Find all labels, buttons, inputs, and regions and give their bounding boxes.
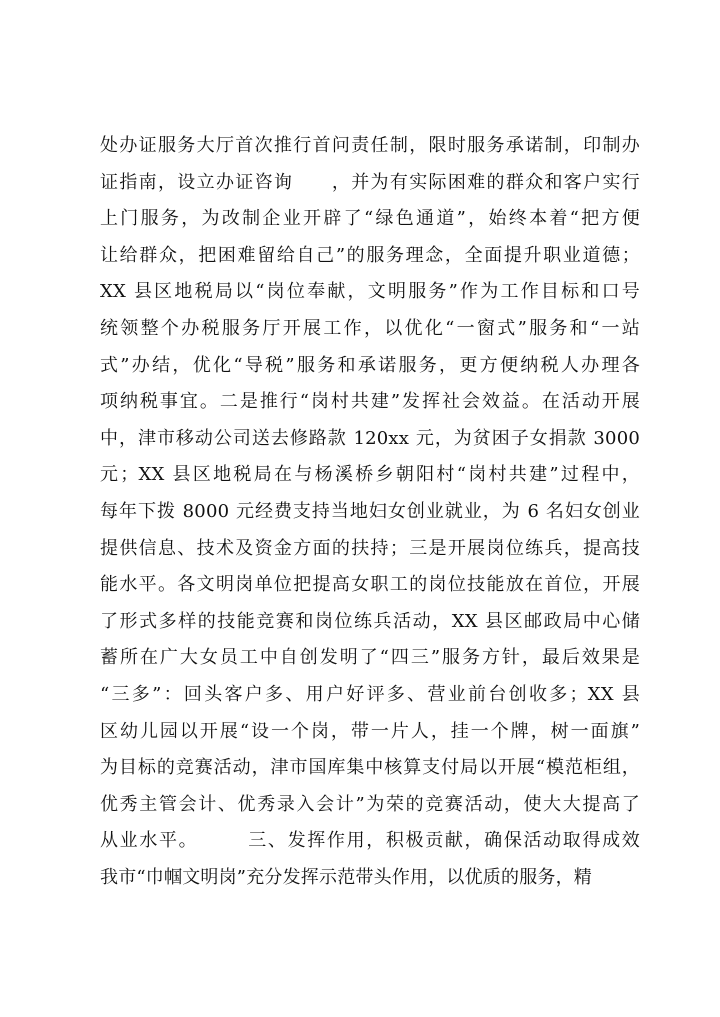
text-line: 处办证服务大厅首次推行首问责任制，限时服务承诺制，印制办 [100, 135, 640, 156]
text-line: 上门服务，为改制企业开辟了“绿色通道”，始终本着“把方便 [100, 208, 640, 230]
text-line: 了形式多样的技能竞赛和岗位练兵活动，XX 县区邮政局中心储 [100, 610, 640, 632]
text-line: 每年下拨 8000 元经费支持当地妇女创业就业，为 6 名妇女创业 [100, 500, 640, 522]
text-line: 蓄所在广大女员工中自创发明了“四三”服务方针，最后效果是 [100, 647, 640, 669]
text-line: 元；XX 县区地税局在与杨溪桥乡朝阳村“岗村共建”过程中， [100, 464, 640, 486]
text-line: 从业水平。 三、发挥作用，积极贡献，确保活动取得成效 [100, 830, 640, 852]
text-line: 让给群众，把困难留给自己”的服务理念，全面提升职业道德； [100, 244, 640, 266]
text-line: 能水平。各文明岗单位把提高女职工的岗位技能放在首位，开展 [100, 574, 640, 596]
text-line: 式”办结，优化“导税”服务和承诺服务，更方便纳税人办理各 [100, 354, 640, 376]
text-line: 优秀主管会计、优秀录入会计”为荣的竞赛活动，使大大提高了 [100, 793, 640, 815]
body-paragraph [100, 128, 640, 896]
text-line: “三多”：回头客户多、用户好评多、营业前台创收多；XX 县 [100, 683, 640, 705]
text-line: 区幼儿园以开展“设一个岗，带一片人，挂一个牌，树一面旗” [100, 720, 640, 742]
text-line: 证指南，设立办证咨询 ，并为有实际困难的群众和客户实行 [100, 171, 640, 193]
text-line: 统领整个办税服务厅开展工作，以优化“一窗式”服务和“一站 [100, 317, 640, 339]
text-line: 项纳税事宜。二是推行“岗村共建”发挥社会效益。在活动开展 [100, 391, 640, 413]
text-line: XX 县区地税局以“岗位奉献，文明服务”作为工作目标和口号 [100, 281, 640, 303]
text-line: 我市“巾帼文明岗”充分发挥示范带头作用，以优质的服务，精 [100, 866, 593, 888]
text-line: 为目标的竞赛活动，津市国库集中核算支付局以开展“模范柜组， [100, 757, 640, 779]
text-line: 提供信息、技术及资金方面的扶持；三是开展岗位练兵，提高技 [100, 537, 640, 559]
text-line: 中，津市移动公司送去修路款 120xx 元，为贫困子女捐款 3000 [100, 427, 640, 449]
